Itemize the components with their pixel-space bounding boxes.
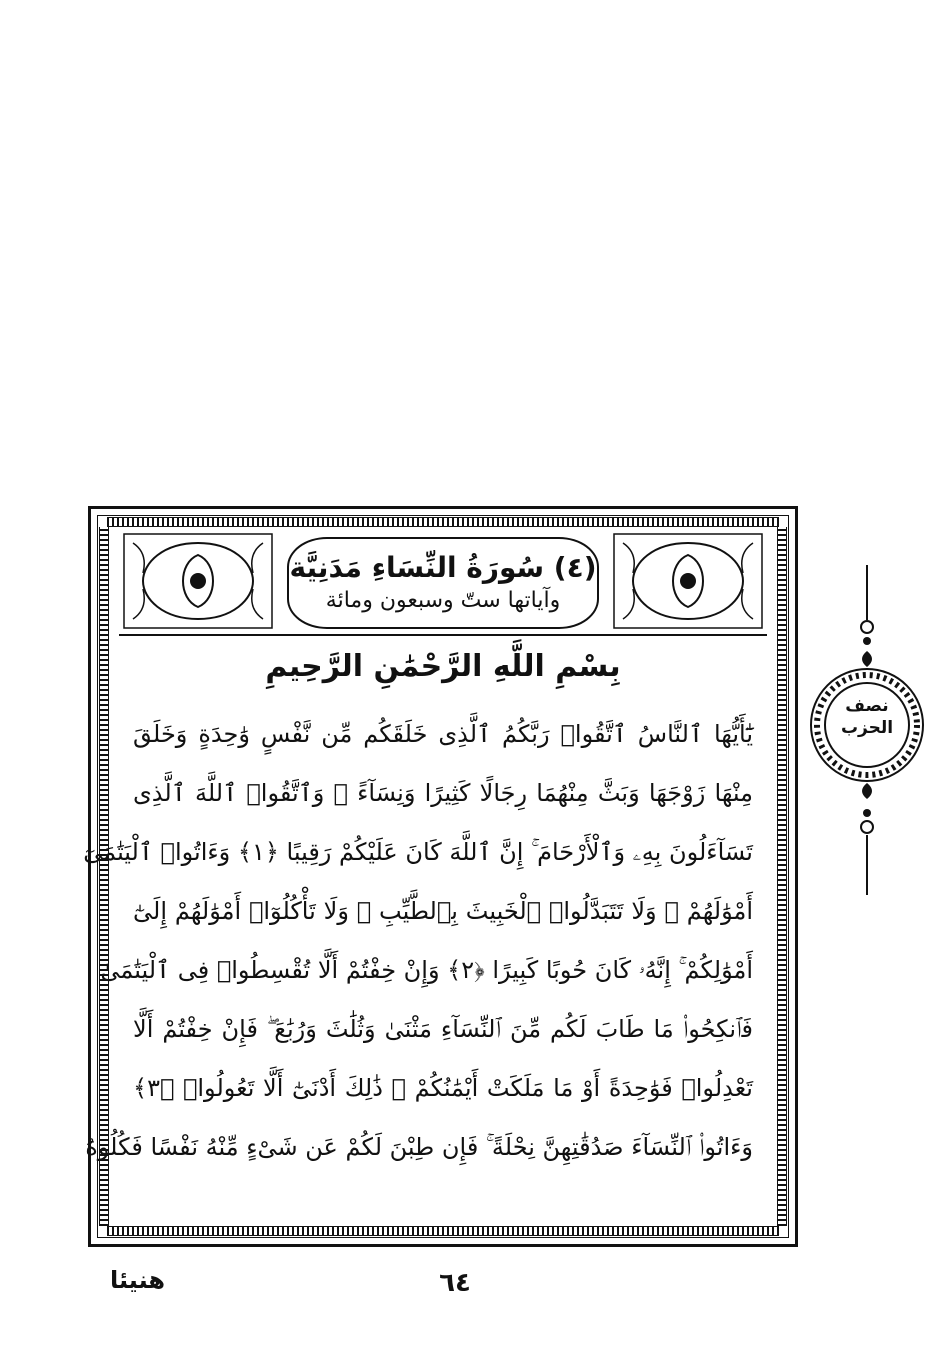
hizb-label	[808, 695, 926, 739]
verse-line: فَٱنكِحُوا۟ مَا طَابَ لَكُم مِّنَ ٱلنِّسَآءِ مَثْنَىٰ وَثُلَٰثَ وَرُبَٰعَ ۖ فَإِنْ خِفْتُمْ أَلَّا	[133, 1015, 753, 1043]
catchword: هنيئا	[110, 1266, 166, 1294]
verse-line: تَعْدِلُوا۟ فَوَٰحِدَةً أَوْ مَا مَلَكَتْ أَيْمَٰنُكُمْ ۚ ذَٰلِكَ أَدْنَىٰٓ أَلَّا تَعُولُوا۟ ﴿٣﴾	[133, 1074, 753, 1102]
verse-line: مِنْهَا زَوْجَهَا وَبَثَّ مِنْهُمَا رِجَالًا كَثِيرًا وَنِسَآءً ۚ وَٱتَّقُوا۟ ٱللَّهَ ٱلَّذِى	[133, 779, 753, 807]
page-number: ٦٤	[439, 1268, 471, 1298]
left-floral-ornament-icon	[123, 533, 273, 629]
right-floral-ornament-icon	[613, 533, 763, 629]
hizb-label-line1: نصف	[845, 696, 889, 716]
surah-title-cartouche	[287, 537, 599, 629]
verse-line: أَمْوَٰلَهُمْ ۖ وَلَا تَتَبَدَّلُوا۟ ٱلْخَبِيثَ بِٱلطَّيِّبِ ۖ وَلَا تَأْكُلُوٓا۟ أَمْوَٰلَهُمْ إِلَىٰٓ	[133, 897, 753, 925]
verse-line: يَٰٓأَيُّهَا ٱلنَّاسُ ٱتَّقُوا۟ رَبَّكُمُ ٱلَّذِى خَلَقَكُم مِّن نَّفْسٍ وَٰحِدَةٍ وَخَلَقَ	[133, 720, 753, 748]
top-border-strip	[107, 517, 779, 527]
page-frame	[83, 506, 798, 1247]
surah-verse-count: وآياتها ستّ وسبعون ومائة	[325, 588, 561, 613]
surah-header	[119, 529, 767, 636]
verse-block	[83, 705, 753, 1184]
verse-line: وَءَاتُوا۟ ٱلنِّسَآءَ صَدُقَٰتِهِنَّ نِحْلَةً ۚ فَإِن طِبْنَ لَكُمْ عَن شَىْءٍ مِّنْهُ نَفْسًا فَكُلُوهُ	[85, 1133, 753, 1161]
basmala: بِسْمِ اللَّهِ الرَّحْمَٰنِ الرَّحِيمِ	[265, 649, 621, 684]
hizb-marker	[808, 565, 926, 895]
surah-title: (٤) سُورَةُ النِّسَاءِ مَدَنِيَّة	[289, 551, 597, 584]
verse-line: تَسَآءَلُونَ بِهِۦ وَٱلْأَرْحَامَ ۚ إِنَّ ٱللَّهَ كَانَ عَلَيْكُمْ رَقِيبًا ﴿١﴾ وَءَاتُوا۟ ٱلْيَتَٰمَىٰٓ	[83, 838, 753, 866]
verse-line: أَمْوَٰلِكُمْ ۚ إِنَّهُۥ كَانَ حُوبًا كَبِيرًا ﴿٢﴾ وَإِنْ خِفْتُمْ أَلَّا تُقْسِطُوا۟ فِى ٱلْيَتَٰمَىٰ	[100, 956, 753, 984]
bottom-border-strip	[107, 1226, 779, 1236]
hizb-label-line2: الحزب	[840, 718, 894, 738]
right-border-strip	[777, 527, 787, 1226]
